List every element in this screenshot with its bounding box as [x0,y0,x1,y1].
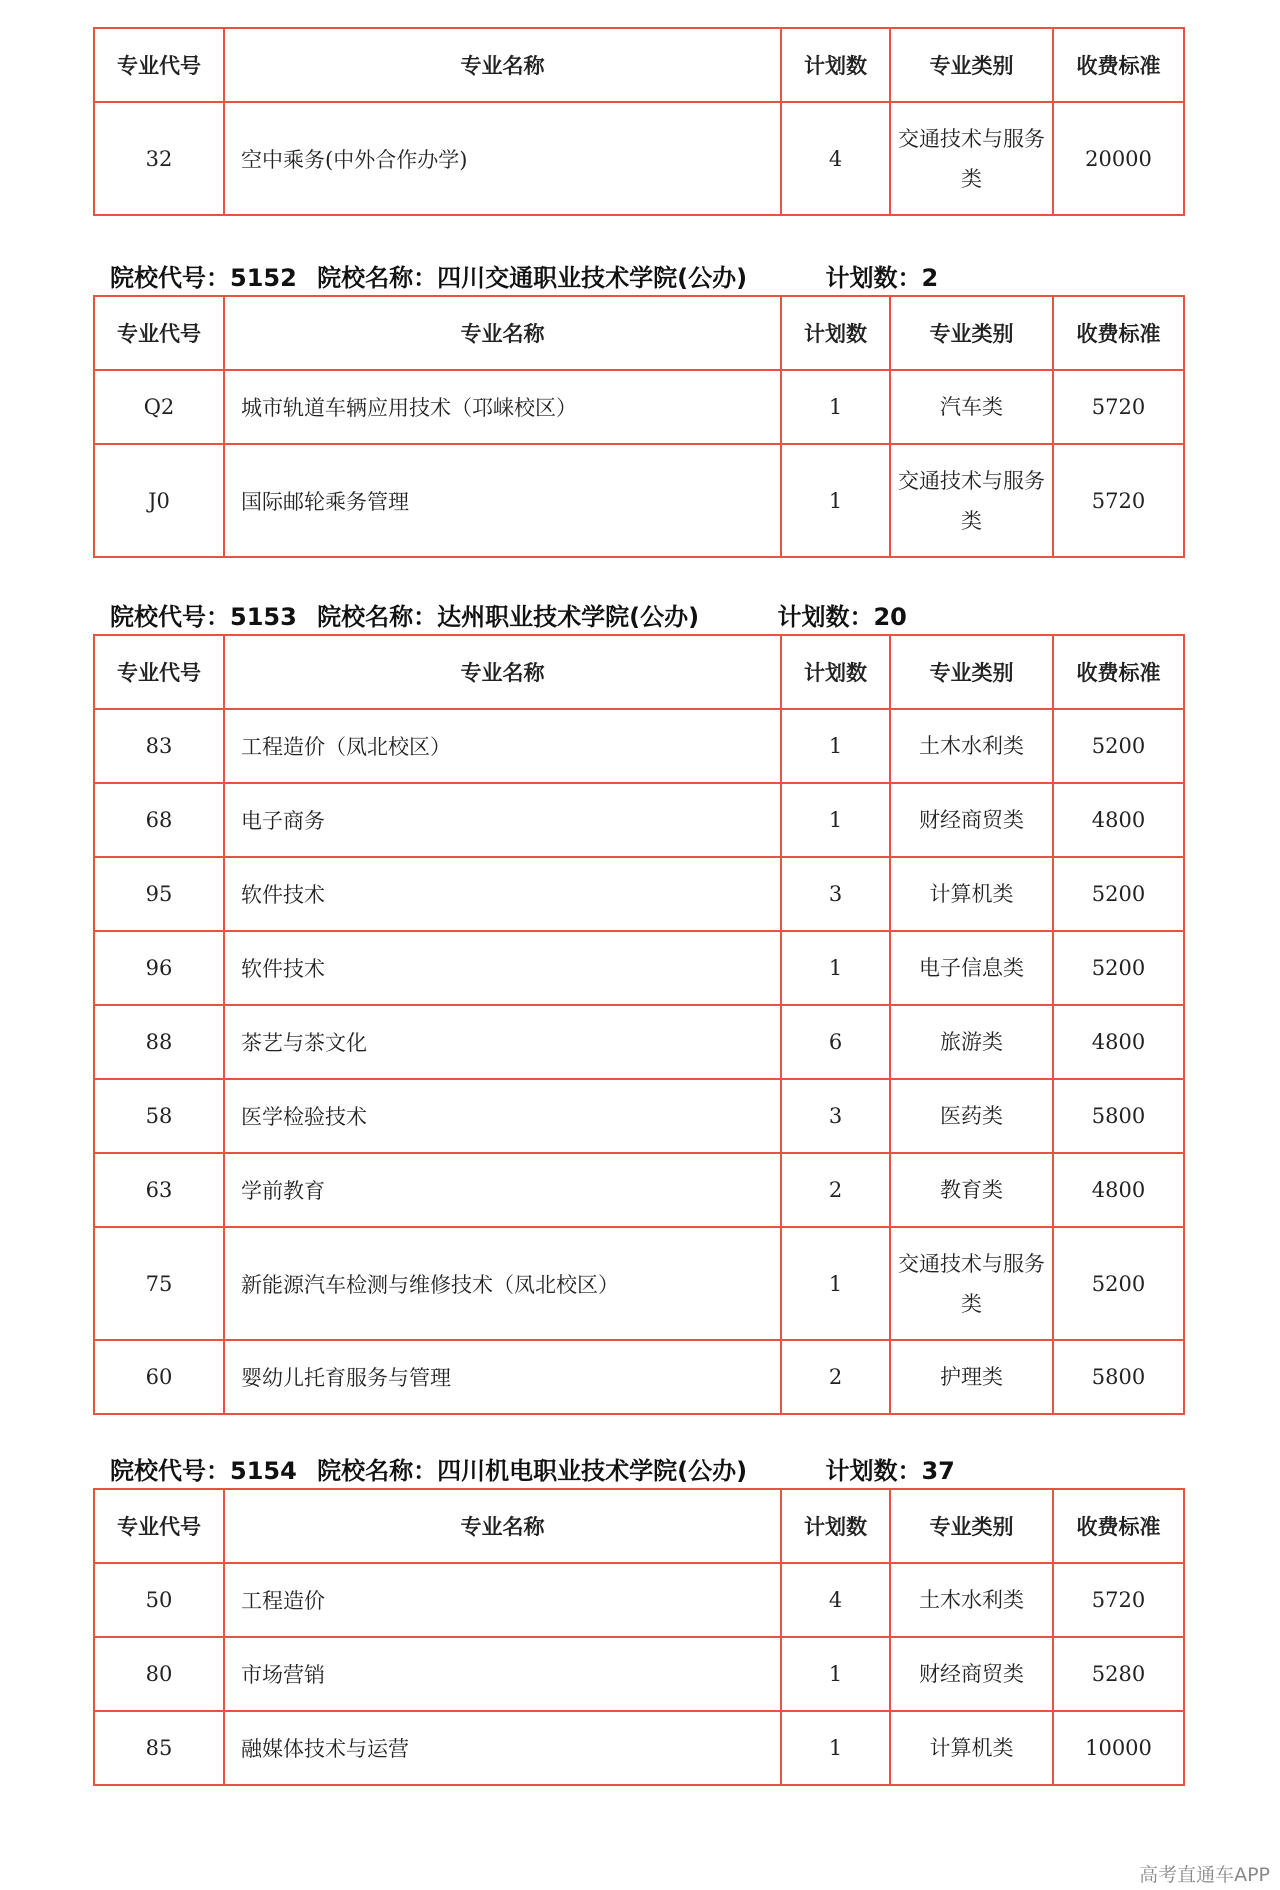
fee: 5800 [1053,1079,1184,1153]
header-major-category: 专业类别 [890,296,1053,370]
header-plan-count: 计划数 [781,296,890,370]
major-category: 电子信息类 [890,931,1053,1005]
header-fee: 收费标准 [1053,296,1184,370]
major-name: 工程造价（凤北校区） [224,709,781,783]
header-major-name: 专业名称 [224,635,781,709]
major-code: 50 [94,1563,224,1637]
table-row [94,1563,1184,1637]
header-major-code: 专业代号 [94,1489,224,1563]
school-name: 院校名称：四川机电职业技术学院(公办) [317,1457,748,1485]
major-name: 国际邮轮乘务管理 [224,444,781,557]
table-row [94,1005,1184,1079]
major-code: 58 [94,1079,224,1153]
major-code: 68 [94,783,224,857]
plan-count: 3 [781,1079,890,1153]
major-name: 医学检验技术 [224,1079,781,1153]
major-category: 计算机类 [890,1711,1053,1785]
header-major-code: 专业代号 [94,28,224,102]
major-category: 财经商贸类 [890,1637,1053,1711]
table-row [94,444,1184,557]
fee: 4800 [1053,783,1184,857]
major-name: 软件技术 [224,931,781,1005]
plan-count: 3 [781,857,890,931]
table-row [94,783,1184,857]
plan-count: 1 [781,709,890,783]
major-name: 婴幼儿托育服务与管理 [224,1340,781,1414]
plan-count: 1 [781,1637,890,1711]
header-fee: 收费标准 [1053,28,1184,102]
table-row [94,1711,1184,1785]
fee: 5720 [1053,444,1184,557]
school-plan-count: 计划数：2 [825,264,939,292]
plan-count: 4 [781,102,890,215]
fee: 5720 [1053,370,1184,444]
plan-count: 1 [781,783,890,857]
fee: 20000 [1053,102,1184,215]
major-code: 60 [94,1340,224,1414]
fee: 5200 [1053,1227,1184,1340]
app-watermark: 高考直通车APP [1139,1864,1270,1886]
major-code: 32 [94,102,224,215]
major-code: 88 [94,1005,224,1079]
school-header [110,1451,955,1486]
major-name: 工程造价 [224,1563,781,1637]
table-row [94,1153,1184,1227]
table-row [94,709,1184,783]
school-code: 院校代号：5153 [110,603,297,631]
major-name: 茶艺与茶文化 [224,1005,781,1079]
school-name: 院校名称：达州职业技术学院(公办) [317,603,700,631]
plan-count: 1 [781,370,890,444]
plan-count: 2 [781,1340,890,1414]
school-code: 院校代号：5152 [110,264,297,292]
major-code: Q2 [94,370,224,444]
major-table-5153 [93,634,1185,1415]
header-major-category: 专业类别 [890,28,1053,102]
major-table-5152 [93,295,1185,558]
table-header-row [94,635,1184,709]
fee: 5200 [1053,857,1184,931]
major-code: 83 [94,709,224,783]
major-table-5154 [93,1488,1185,1786]
major-code: J0 [94,444,224,557]
plan-count: 1 [781,444,890,557]
table-row [94,1227,1184,1340]
major-category: 计算机类 [890,857,1053,931]
fee: 10000 [1053,1711,1184,1785]
fee: 5800 [1053,1340,1184,1414]
header-plan-count: 计划数 [781,1489,890,1563]
school-header [110,258,938,293]
major-category: 教育类 [890,1153,1053,1227]
school-plan-count: 计划数：37 [825,1457,955,1485]
header-major-code: 专业代号 [94,635,224,709]
header-plan-count: 计划数 [781,28,890,102]
fee: 5200 [1053,709,1184,783]
school-code: 院校代号：5154 [110,1457,297,1485]
header-fee: 收费标准 [1053,635,1184,709]
table-row [94,1637,1184,1711]
major-category: 护理类 [890,1340,1053,1414]
plan-count: 1 [781,931,890,1005]
plan-count: 1 [781,1227,890,1340]
major-category: 汽车类 [890,370,1053,444]
fee: 4800 [1053,1153,1184,1227]
major-code: 96 [94,931,224,1005]
table-row [94,857,1184,931]
major-code: 85 [94,1711,224,1785]
plan-count: 4 [781,1563,890,1637]
major-code: 80 [94,1637,224,1711]
school-plan-count: 计划数：20 [777,603,907,631]
header-plan-count: 计划数 [781,635,890,709]
table-header-row [94,296,1184,370]
plan-count: 2 [781,1153,890,1227]
major-name: 学前教育 [224,1153,781,1227]
major-name: 市场营销 [224,1637,781,1711]
fee: 4800 [1053,1005,1184,1079]
table-row [94,1079,1184,1153]
table-row [94,1340,1184,1414]
header-fee: 收费标准 [1053,1489,1184,1563]
header-major-name: 专业名称 [224,1489,781,1563]
major-category: 土木水利类 [890,709,1053,783]
major-name: 城市轨道车辆应用技术（邛崃校区） [224,370,781,444]
major-category: 旅游类 [890,1005,1053,1079]
major-name: 新能源汽车检测与维修技术（凤北校区） [224,1227,781,1340]
school-header [110,597,907,632]
major-category: 交通技术与服务类 [890,1227,1053,1340]
header-major-code: 专业代号 [94,296,224,370]
fee: 5720 [1053,1563,1184,1637]
table-header-row [94,1489,1184,1563]
major-code: 63 [94,1153,224,1227]
fee: 5280 [1053,1637,1184,1711]
school-name: 院校名称：四川交通职业技术学院(公办) [317,264,748,292]
major-name: 融媒体技术与运营 [224,1711,781,1785]
major-category: 财经商贸类 [890,783,1053,857]
major-table-partial [93,27,1185,216]
table-row [94,102,1184,215]
plan-count: 1 [781,1711,890,1785]
header-major-name: 专业名称 [224,28,781,102]
fee: 5200 [1053,931,1184,1005]
header-major-category: 专业类别 [890,635,1053,709]
major-category: 医药类 [890,1079,1053,1153]
table-row [94,931,1184,1005]
major-category: 交通技术与服务类 [890,102,1053,215]
table-header-row [94,28,1184,102]
major-code: 95 [94,857,224,931]
major-name: 电子商务 [224,783,781,857]
header-major-category: 专业类别 [890,1489,1053,1563]
major-code: 75 [94,1227,224,1340]
major-name: 软件技术 [224,857,781,931]
major-category: 土木水利类 [890,1563,1053,1637]
header-major-name: 专业名称 [224,296,781,370]
plan-count: 6 [781,1005,890,1079]
major-name: 空中乘务(中外合作办学) [224,102,781,215]
major-category: 交通技术与服务类 [890,444,1053,557]
table-row [94,370,1184,444]
